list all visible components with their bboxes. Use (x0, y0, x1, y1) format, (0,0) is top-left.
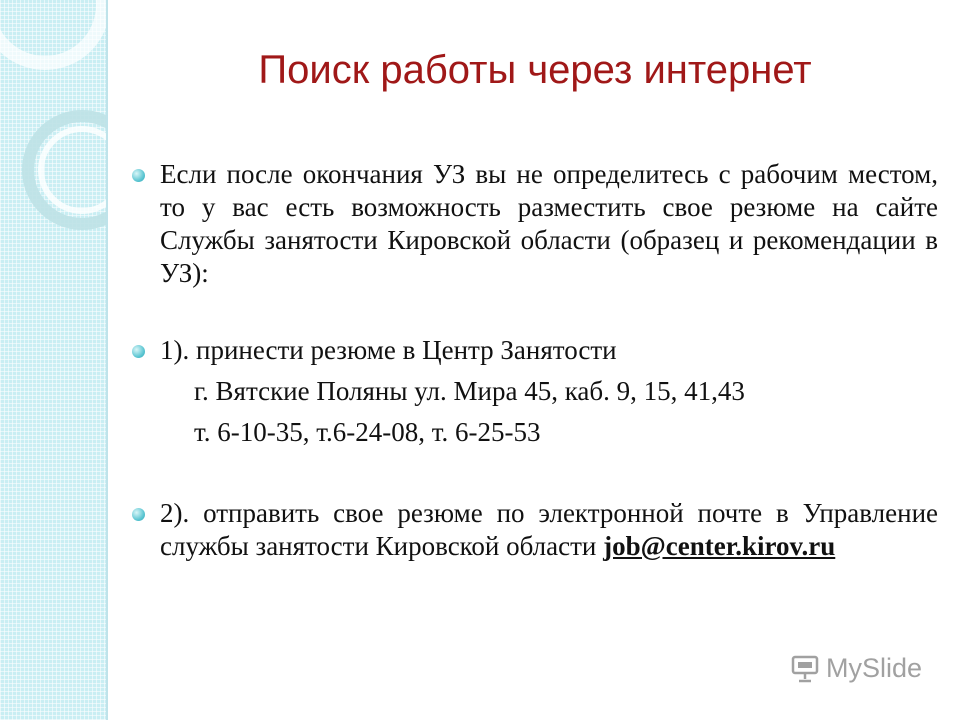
bullet-text: 2). отправить свое резюме по электронной почте в Управление службы занятости Кировской области (160, 498, 938, 561)
bullet-text: Если после окончания УЗ вы не определитесь с рабочим местом, то у вас есть возможность разместить свое резюме на сайте Службы занятости Кировской области (образец и рекомендации в УЗ): (160, 159, 938, 288)
email-link[interactable]: job@center.kirov.ru (603, 531, 836, 561)
bullet-icon (132, 508, 145, 521)
presentation-icon (790, 655, 820, 683)
bullet-icon (132, 169, 145, 182)
phone-line: т. 6-10-35, т.6-24-08, т. 6-25-53 (194, 417, 541, 447)
bullet-item (130, 497, 938, 563)
address-line: г. Вятские Поляны ул. Мира 45, каб. 9, 15, 41,43 (194, 376, 745, 406)
bullet-text: 1). принести резюме в Центр Занятости (160, 335, 617, 365)
bullet-item (130, 158, 938, 290)
bullet-item (130, 334, 938, 449)
watermark-text: MySlide (825, 653, 922, 683)
slide-title: Поиск работы через интернет (258, 48, 812, 92)
bullet-icon (132, 345, 145, 358)
decorative-ring (0, 0, 108, 70)
slide-content (130, 158, 938, 563)
watermark (790, 653, 922, 684)
left-decorative-band (0, 0, 108, 720)
